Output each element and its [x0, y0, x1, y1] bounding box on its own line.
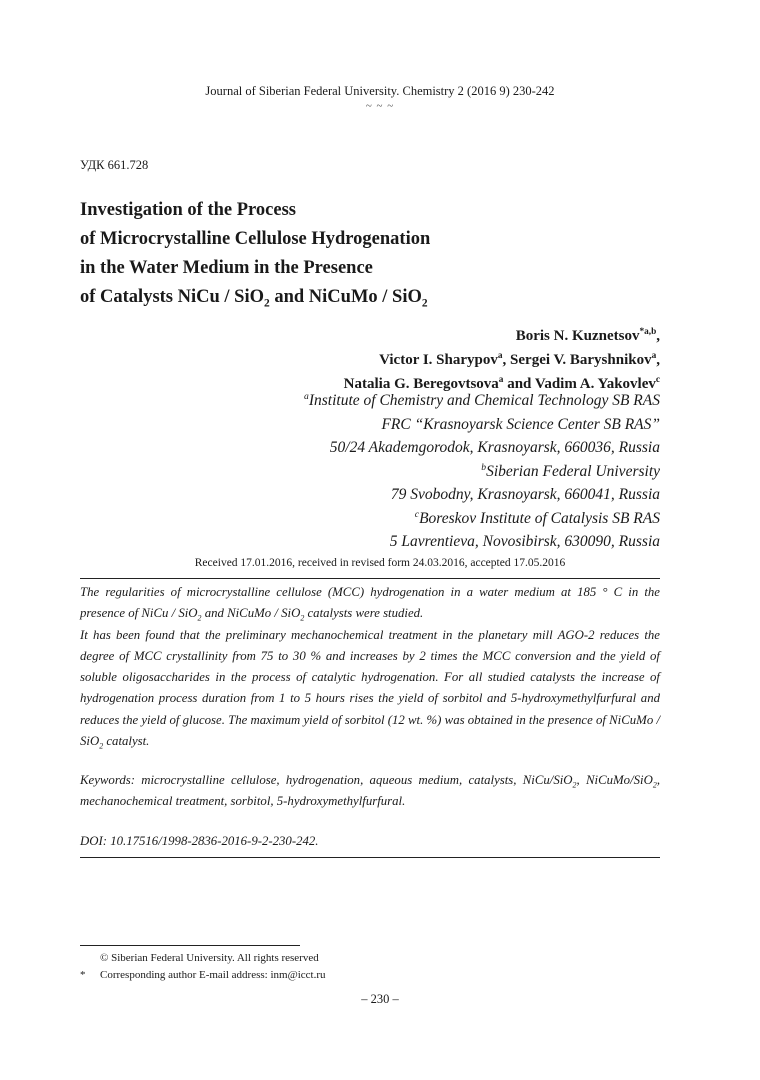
- author-name: Vadim A. Yakovlev: [534, 376, 656, 392]
- article-title: [80, 196, 640, 312]
- affiliation-a-line-1: $^a$Institute of Chemistry and Chemical Technology SB RAS: [304, 390, 660, 409]
- author-name: Boris N. Kuznetsov: [515, 328, 640, 344]
- affiliation-a-line-2: FRC “Krasnoyarsk Science Center SB RAS”: [381, 415, 660, 433]
- author-line-2: Victor I. Sharypov$^a$, Sergei V. Baryshnikov$^a$,: [379, 351, 660, 368]
- author-name: Victor I. Sharypov: [379, 352, 498, 368]
- affiliation-c-line-1: $^c$Boreskov Institute of Catalysis SB RAS: [414, 508, 660, 527]
- abstract: [80, 582, 660, 752]
- title-line-3: in the Water Medium in the Presence: [80, 258, 373, 278]
- footnote-rule: [80, 945, 300, 946]
- affiliation-a-line-3: 50/24 Akademgorodok, Krasnoyarsk, 660036, Russia: [329, 439, 660, 456]
- abstract-paragraph-1: The regularities of microcrystalline cellulose (MCC) hydrogenation in a water medium at 185 ° C in the presence of NiCu / SiO$_2$ and NiCuMo / SiO$_2$ catalysts were studied.: [80, 585, 660, 623]
- journal-header: Journal of Siberian Federal University. Chemistry 2 (2016 9) 230-242: [205, 84, 555, 98]
- header-ornament: ~ ~ ~: [365, 100, 395, 112]
- author-name: Natalia G. Beregovtsova: [343, 376, 499, 392]
- author-line-3: Natalia G. Beregovtsova$^a$ and Vadim A. Yakovlev$^c$: [343, 375, 660, 392]
- title-line-4: of Catalysts NiCu / SiO$_2$ and NiCuMo / SiO$_2$: [80, 287, 428, 310]
- keywords: Keywords: microcrystalline cellulose, hydrogenation, aqueous medium, catalysts, NiCu/SiO$_2$, NiCuMo/SiO$_2$, mechanochemical treatment, sorbitol, 5-hydroxymethylfurfural.: [80, 773, 661, 809]
- abstract-top-rule: [80, 578, 660, 579]
- affiliations: [100, 389, 660, 554]
- copyright-note: © Siberian Federal University. All rights reserved: [100, 952, 319, 964]
- udk-code: УДК 661.728: [80, 158, 149, 172]
- corresponding-author-note: * Corresponding author E-mail address: inm@icct.ru: [80, 967, 660, 984]
- author-name: Sergei V. Baryshnikov: [510, 352, 652, 368]
- asterisk-mark: *: [80, 969, 86, 981]
- title-line-2: of Microcrystalline Cellulose Hydrogenation: [80, 229, 431, 249]
- abstract-paragraph-2: It has been found that the preliminary mechanochemical treatment in the planetary mill AGO-2 reduces the degree of MCC crystallinity from 75 to 30 % and increases by 2 times the MCC conversion and the yield of soluble oligosaccharides in the process of catalytic hydrogenation. For all studied catalysts the increase of hydrogenation process duration from 1 to 5 hours rises the yield of sorbitol and 5-hydroxymethylfurfural and reduces the yield of glucose. The maximum yield of sorbitol (12 wt. %) was obtained in the presence of NiCuMo / SiO$_2$ catalyst.: [80, 627, 660, 751]
- author-line-1: Boris N. Kuznetsov$^{*a,b}$,: [515, 327, 660, 344]
- abstract-bottom-rule: [80, 857, 660, 858]
- page-number: – 230 –: [361, 992, 399, 1006]
- received-dates: Received 17.01.2016, received in revised form 24.03.2016, accepted 17.05.2016: [194, 557, 566, 569]
- footnotes: [80, 950, 660, 984]
- affiliation-b-line-2: 79 Svobodny, Krasnoyarsk, 660041, Russia: [390, 486, 660, 503]
- author-list: [100, 324, 660, 396]
- affiliation-c-line-2: 5 Lavrentieva, Novosibirsk, 630090, Russia: [389, 533, 660, 550]
- title-line-1: Investigation of the Process: [80, 200, 296, 220]
- affiliation-b-line-1: $^b$Siberian Federal University: [481, 461, 660, 480]
- doi-link[interactable]: DOI: 10.17516/1998-2836-2016-9-2-230-242.: [80, 834, 319, 848]
